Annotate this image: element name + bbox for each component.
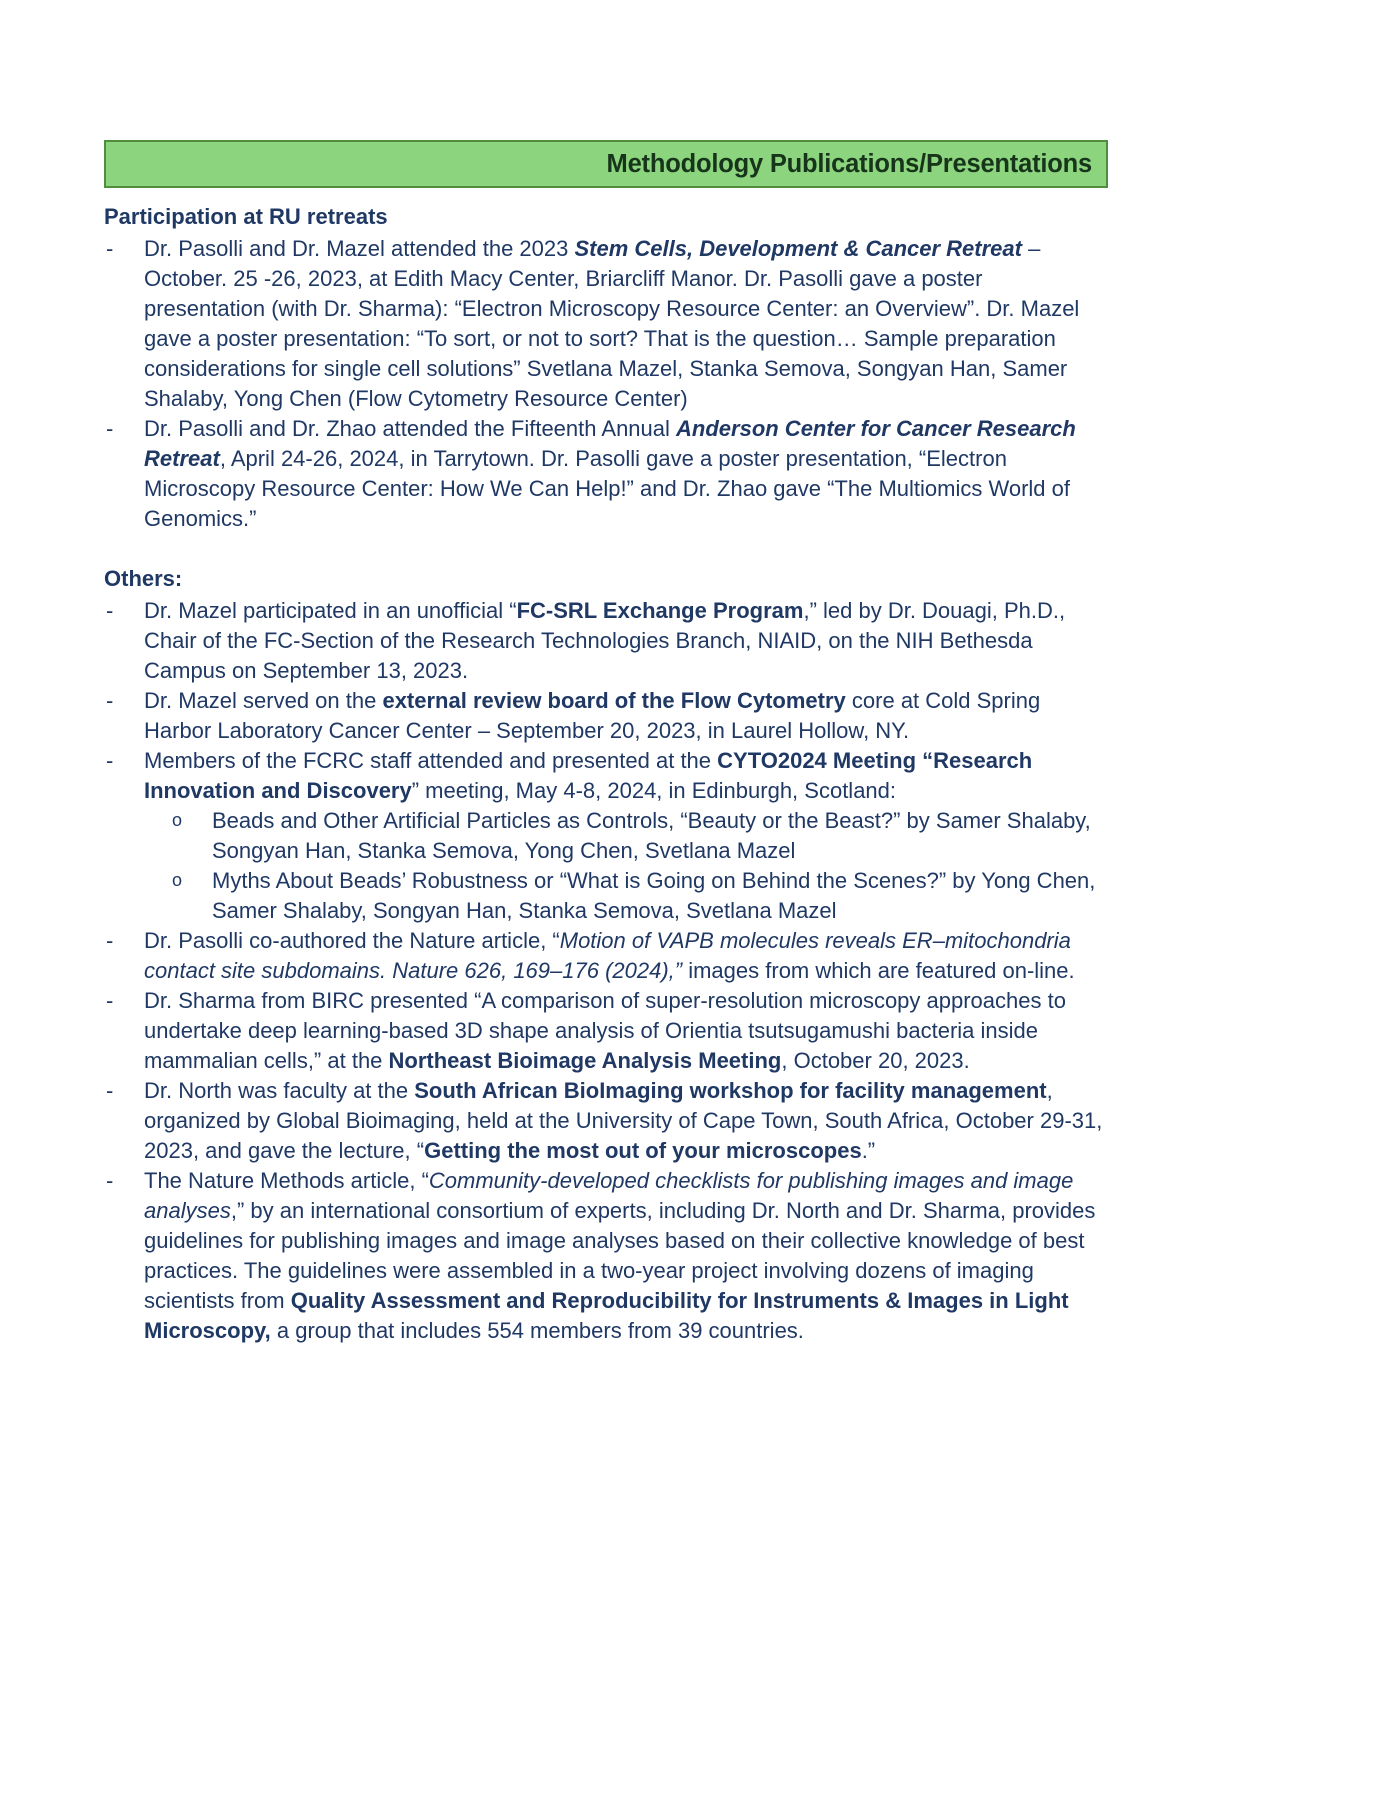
- dash-bullet-icon: -: [106, 235, 114, 261]
- text-run: images from which are featured on-line.: [682, 958, 1075, 984]
- text-run: ” meeting, May 4-8, 2024, in Edinburgh, Scotland:: [411, 778, 897, 804]
- text-run: CYTO2024 Meeting “Research Innovation and Discovery: [144, 748, 1033, 804]
- text-run: FC-SRL Exchange Program: [516, 597, 804, 623]
- text-run: Dr. Mazel participated in an unofficial “: [144, 597, 517, 623]
- sub-list-item: [144, 806, 1108, 866]
- list-item-text: [144, 748, 1032, 803]
- list-item: [104, 234, 1108, 414]
- text-run: Dr. North was faculty at the: [144, 1078, 415, 1104]
- sub-list-item-text: [212, 868, 1095, 923]
- list-item: [104, 986, 1108, 1076]
- banner-title: Methodology Publications/Presentations: [606, 149, 1092, 178]
- text-run: South African BioImaging workshop for facility management: [414, 1078, 1047, 1104]
- text-run: Anderson Center for Cancer Research Retreat: [144, 416, 1076, 472]
- dash-bullet-icon: -: [106, 988, 114, 1014]
- text-run: Community-developed checklists for publishing images and image analyses: [144, 1168, 1074, 1224]
- list-item-text: [144, 1168, 1095, 1343]
- text-run: Northeast Bioimage Analysis Meeting: [388, 1048, 782, 1074]
- text-run: , October 20, 2023.: [781, 1048, 970, 1074]
- text-run: external review board of the Flow Cytometry: [382, 688, 846, 714]
- dash-bullet-icon: -: [106, 928, 114, 954]
- text-run: a group that includes 554 members from 39 countries.: [270, 1318, 804, 1344]
- document-body: [104, 202, 1108, 1346]
- dash-bullet-icon: -: [106, 748, 114, 774]
- section-heading: Others:: [104, 566, 183, 592]
- text-run: Motion of VAPB molecules reveals ER–mitochondria contact site subdomains. Nature 626, 169–176 (2024),”: [144, 928, 1071, 984]
- list-item-text: [144, 1078, 1102, 1163]
- list-item: [104, 414, 1108, 534]
- text-run: Beads and Other Artificial Particles as Controls, “Beauty or the Beast?” by Samer Shalaby, Songyan Han, Stanka Semova, Yong Chen, Svetlana Mazel: [212, 808, 1091, 864]
- text-run: Dr. Pasolli co-authored the Nature article, “: [144, 928, 560, 954]
- text-run: , organized by Global Bioimaging, held at the University of Cape Town, South Africa, October 29-31, 2023, and gave the lecture, “: [144, 1078, 1103, 1164]
- text-run: Dr. Pasolli and Dr. Mazel attended the 2023: [144, 235, 575, 261]
- list-item-text: [144, 688, 1040, 743]
- list-item: [104, 686, 1108, 746]
- list-item: [104, 746, 1108, 926]
- list-item-text: [144, 988, 1066, 1073]
- dash-bullet-icon: -: [106, 688, 114, 714]
- dash-bullet-icon: -: [106, 597, 114, 623]
- text-run: , April 24-26, 2024, in Tarrytown. Dr. Pasolli gave a poster presentation, “Electron Microscopy Resource Center: How We Can Help!” and Dr. Zhao gave “The Multiomics World of Genomics.”: [144, 446, 1070, 532]
- text-run: Getting the most out of your microscopes: [424, 1138, 862, 1164]
- dash-bullet-icon: -: [106, 1168, 114, 1194]
- list-item: [104, 1076, 1108, 1166]
- sub-bullet-list: [144, 806, 1108, 926]
- text-run: ,” led by Dr. Douagi, Ph.D., Chair of the FC-Section of the Research Technologies Branch, NIAID, on the NIH Bethesda Campus on September 13, 2023.: [144, 597, 1066, 683]
- text-run: core at Cold Spring Harbor Laboratory Cancer Center – September 20, 2023, in Laurel Hollow, NY.: [144, 688, 1041, 744]
- text-run: Dr. Pasolli and Dr. Zhao attended the Fifteenth Annual: [144, 416, 677, 441]
- sub-list-item-text: [212, 808, 1091, 863]
- text-run: The Nature Methods article, “: [144, 1168, 429, 1194]
- circle-bullet-icon: o: [172, 870, 183, 891]
- text-run: Quality Assessment and Reproducibility for Instruments & Images in Light Microscopy,: [144, 1288, 1069, 1344]
- text-run: ,” by an international consortium of experts, including Dr. North and Dr. Sharma, provides guidelines for publishing images and image analyses based on their collective knowledge of best practices. The guidelines were assembled in a two-year project involving dozens of imaging scientists from: [144, 1198, 1096, 1314]
- text-run: Myths About Beads’ Robustness or “What is Going on Behind the Scenes?” by Yong Chen, Samer Shalaby, Songyan Han, Stanka Semova, Svetlana Mazel: [212, 868, 1096, 924]
- bullet-list: [104, 596, 1108, 1346]
- text-run: Stem Cells, Development & Cancer Retreat: [574, 235, 1022, 261]
- text-run: .”: [861, 1138, 876, 1164]
- document-content: [104, 140, 1108, 1346]
- list-item: [104, 1166, 1108, 1346]
- list-item: [104, 596, 1108, 686]
- dash-bullet-icon: -: [106, 416, 114, 441]
- section-heading: Participation at RU retreats: [104, 204, 388, 229]
- section-banner-methodology: [104, 140, 1108, 188]
- list-item-text: [144, 416, 1076, 531]
- text-run: – October. 25 -26, 2023, at Edith Macy Center, Briarcliff Manor. Dr. Pasolli gave a poster presentation (with Dr. Sharma): “Electron Microscopy Resource Center: an Overview”. Dr. Mazel gave a poster presentation: “To sort, or not to sort? That is the question… Sample preparation considerations for single cell solutions” Svetlana Mazel, Stanka Semova, Songyan Han, Samer Shalaby, Yong Chen (Flow Cytometry Resource Center): [144, 235, 1080, 411]
- list-item-text: [144, 598, 1065, 683]
- text-run: Dr. Mazel served on the: [144, 688, 383, 714]
- list-item: [104, 926, 1108, 986]
- list-item-text: [144, 236, 1079, 411]
- section-spacer: [104, 534, 1108, 564]
- text-run: Dr. Sharma from BIRC presented “A comparison of super-resolution microscopy approaches to undertake deep learning-based 3D shape analysis of Orientia tsutsugamushi bacteria inside mammalian cells,” at the: [144, 988, 1066, 1074]
- circle-bullet-icon: o: [172, 810, 183, 831]
- list-item-text: [144, 928, 1075, 983]
- dash-bullet-icon: -: [106, 1078, 114, 1104]
- sub-list-item: [144, 866, 1108, 926]
- text-run: Members of the FCRC staff attended and presented at the: [144, 748, 718, 774]
- bullet-list: [104, 234, 1108, 534]
